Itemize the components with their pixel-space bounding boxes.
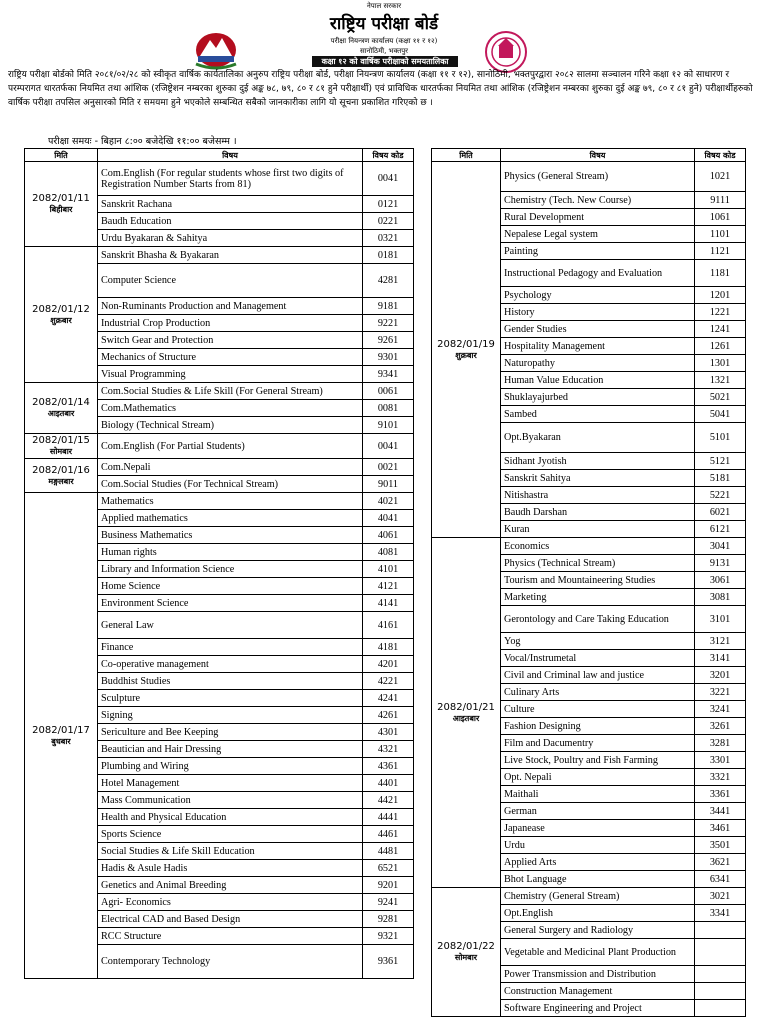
subject-cell: Switch Gear and Protection <box>98 332 363 349</box>
code-cell: 4021 <box>363 493 414 510</box>
code-cell: 5021 <box>695 389 746 406</box>
code-cell: 0321 <box>363 230 414 247</box>
code-cell: 1321 <box>695 372 746 389</box>
table-row <box>25 434 414 459</box>
subject-cell: Kuran <box>501 521 695 538</box>
code-cell: 9341 <box>363 366 414 383</box>
code-cell: 3341 <box>695 905 746 922</box>
subject-cell: Sidhant Jyotish <box>501 453 695 470</box>
date-cell <box>432 888 501 1017</box>
date-cell <box>432 538 501 888</box>
code-cell: 5221 <box>695 487 746 504</box>
schedule-table-left <box>24 148 414 979</box>
subject-cell: Signing <box>98 707 363 724</box>
subject-cell: Com.Social Studies & Life Skill (For General Stream) <box>98 383 363 400</box>
code-cell: 0081 <box>363 400 414 417</box>
code-cell: 3121 <box>695 633 746 650</box>
subject-cell: Culinary Arts <box>501 684 695 701</box>
table-row <box>25 459 414 476</box>
subject-cell: Sanskrit Sahitya <box>501 470 695 487</box>
schedule-title-badge: कक्षा १२ को वार्षिक परीक्षाको समयतालिका <box>312 56 458 67</box>
code-cell: 1021 <box>695 162 746 192</box>
subject-cell: Com.Nepali <box>98 459 363 476</box>
subject-cell: Naturopathy <box>501 355 695 372</box>
code-cell <box>695 1000 746 1017</box>
subject-cell: Com.Social Studies (For Technical Stream) <box>98 476 363 493</box>
exam-weekday: सोमबार <box>454 953 478 962</box>
code-cell: 9201 <box>363 877 414 894</box>
code-cell: 9131 <box>695 555 746 572</box>
code-cell: 0121 <box>363 196 414 213</box>
subject-cell: Sambed <box>501 406 695 423</box>
code-cell: 4121 <box>363 578 414 595</box>
subject-cell: Biology (Technical Stream) <box>98 417 363 434</box>
exam-date: 2082/01/16 <box>32 464 90 476</box>
subject-cell: Finance <box>98 639 363 656</box>
code-cell: 4181 <box>363 639 414 656</box>
code-cell: 0181 <box>363 247 414 264</box>
code-cell: 3061 <box>695 572 746 589</box>
subject-cell: Social Studies & Life Skill Education <box>98 843 363 860</box>
subject-cell: Plumbing and Wiring <box>98 758 363 775</box>
exam-date: 2082/01/19 <box>437 338 495 350</box>
code-cell: 4401 <box>363 775 414 792</box>
code-cell: 4161 <box>363 612 414 639</box>
code-cell: 9101 <box>363 417 414 434</box>
subject-cell: Urdu Byakaran & Sahitya <box>98 230 363 247</box>
subject-cell: Sanskrit Bhasha & Byakaran <box>98 247 363 264</box>
code-cell: 9011 <box>363 476 414 493</box>
code-cell: 0061 <box>363 383 414 400</box>
code-cell: 9301 <box>363 349 414 366</box>
table-row <box>432 538 746 555</box>
code-cell: 3021 <box>695 888 746 905</box>
subject-cell: Human rights <box>98 544 363 561</box>
code-cell: 0041 <box>363 162 414 196</box>
office-line-2: सानोठिमी, भक्तपुर <box>359 47 409 55</box>
subject-cell: Physics (General Stream) <box>501 162 695 192</box>
subject-cell: Human Value Education <box>501 372 695 389</box>
subject-cell: Film and Dacumentry <box>501 735 695 752</box>
code-cell: 9261 <box>363 332 414 349</box>
col-code-header: विषय कोड <box>695 149 746 162</box>
subject-cell: Baudh Education <box>98 213 363 230</box>
table-row <box>25 247 414 264</box>
exam-date: 2082/01/14 <box>32 397 90 408</box>
subject-cell: RCC Structure <box>98 928 363 945</box>
code-cell: 9361 <box>363 945 414 979</box>
code-cell: 9241 <box>363 894 414 911</box>
subject-cell: Fashion Designing <box>501 718 695 735</box>
subject-cell: Instructional Pedagogy and Evaluation <box>501 260 695 287</box>
subject-cell: Mass Communication <box>98 792 363 809</box>
code-cell: 9281 <box>363 911 414 928</box>
code-cell: 1241 <box>695 321 746 338</box>
code-cell: 4241 <box>363 690 414 707</box>
subject-cell: Buddhist Studies <box>98 673 363 690</box>
subject-cell: Painting <box>501 243 695 260</box>
exam-weekday: आइतबार <box>452 713 480 723</box>
exam-date: 2082/01/15 <box>32 435 90 446</box>
exam-weekday: आइतबार <box>47 409 75 418</box>
code-cell: 9221 <box>363 315 414 332</box>
code-cell: 1261 <box>695 338 746 355</box>
code-cell <box>695 922 746 939</box>
subject-cell: Culture <box>501 701 695 718</box>
exam-time: परीक्षा समयः - बिहान ८:०० बजेदेखि ११:०० बजेसम्म । <box>48 136 237 147</box>
code-cell: 6341 <box>695 871 746 888</box>
code-cell: 4101 <box>363 561 414 578</box>
table-row <box>432 888 746 905</box>
subject-cell: General Surgery and Radiology <box>501 922 695 939</box>
subject-cell: Sanskrit Rachana <box>98 196 363 213</box>
code-cell: 3321 <box>695 769 746 786</box>
code-cell: 1061 <box>695 209 746 226</box>
code-cell: 9321 <box>363 928 414 945</box>
subject-cell: Co-operative management <box>98 656 363 673</box>
code-cell: 3501 <box>695 837 746 854</box>
code-cell: 6121 <box>695 521 746 538</box>
code-cell: 4081 <box>363 544 414 561</box>
subject-cell: Health and Physical Education <box>98 809 363 826</box>
code-cell: 4361 <box>363 758 414 775</box>
exam-date: 2082/01/11 <box>32 193 90 204</box>
code-cell: 4261 <box>363 707 414 724</box>
subject-cell: Power Transmission and Distribution <box>501 966 695 983</box>
subject-cell: Sports Science <box>98 826 363 843</box>
table-row <box>25 383 414 400</box>
code-cell: 4041 <box>363 510 414 527</box>
code-cell: 4061 <box>363 527 414 544</box>
date-cell <box>25 383 98 434</box>
subject-cell: Gender Studies <box>501 321 695 338</box>
code-cell: 9181 <box>363 298 414 315</box>
subject-cell: Mechanics of Structure <box>98 349 363 366</box>
subject-cell: Shuklayajurbed <box>501 389 695 406</box>
code-cell: 3241 <box>695 701 746 718</box>
schedule-table-right <box>431 148 746 1017</box>
subject-cell: Japanease <box>501 820 695 837</box>
code-cell: 1181 <box>695 260 746 287</box>
code-cell: 0021 <box>363 459 414 476</box>
subject-cell: Nepalese Legal system <box>501 226 695 243</box>
subject-cell: History <box>501 304 695 321</box>
code-cell <box>695 939 746 966</box>
subject-cell: Chemistry (General Stream) <box>501 888 695 905</box>
subject-cell: Applied Arts <box>501 854 695 871</box>
subject-cell: Electrical CAD and Based Design <box>98 911 363 928</box>
exam-weekday: शुक्रबार <box>50 315 72 325</box>
code-cell: 3301 <box>695 752 746 769</box>
subject-cell: Mathematics <box>98 493 363 510</box>
code-cell: 3141 <box>695 650 746 667</box>
code-cell: 6021 <box>695 504 746 521</box>
code-cell <box>695 966 746 983</box>
table-row <box>25 162 414 196</box>
subject-cell: Opt.Byakaran <box>501 423 695 453</box>
code-cell: 9111 <box>695 192 746 209</box>
subject-cell: Beautician and Hair Dressing <box>98 741 363 758</box>
code-cell: 6521 <box>363 860 414 877</box>
date-cell <box>25 459 98 493</box>
code-cell: 1221 <box>695 304 746 321</box>
code-cell: 5041 <box>695 406 746 423</box>
subject-cell: Rural Development <box>501 209 695 226</box>
subject-cell: Tourism and Mountaineering Studies <box>501 572 695 589</box>
subject-cell: Hadis & Asule Hadis <box>98 860 363 877</box>
code-cell: 4481 <box>363 843 414 860</box>
code-cell: 4441 <box>363 809 414 826</box>
code-cell: 3041 <box>695 538 746 555</box>
subject-cell: Com.Mathematics <box>98 400 363 417</box>
code-cell: 4321 <box>363 741 414 758</box>
subject-cell: Marketing <box>501 589 695 606</box>
code-cell: 3281 <box>695 735 746 752</box>
date-cell <box>432 162 501 538</box>
subject-cell: Gerontology and Care Taking Education <box>501 606 695 633</box>
subject-cell: Physics (Technical Stream) <box>501 555 695 572</box>
code-cell: 4221 <box>363 673 414 690</box>
col-date-header: मिति <box>25 149 98 162</box>
code-cell: 5121 <box>695 453 746 470</box>
subject-cell: Home Science <box>98 578 363 595</box>
subject-cell: Urdu <box>501 837 695 854</box>
subject-cell: Software Engineering and Project <box>501 1000 695 1017</box>
code-cell: 0041 <box>363 434 414 459</box>
subject-cell: Business Mathematics <box>98 527 363 544</box>
col-code-header: विषय कोड <box>363 149 414 162</box>
board-title: राष्ट्रिय परीक्षा बोर्ड <box>329 14 439 34</box>
subject-cell: Bhot Language <box>501 871 695 888</box>
table-row <box>432 162 746 192</box>
code-cell: 1201 <box>695 287 746 304</box>
office-line-1: परीक्षा नियन्त्रण कार्यालय (कक्षा ११ र १२) <box>330 37 438 45</box>
subject-cell: Vegetable and Medicinal Plant Production <box>501 939 695 966</box>
subject-cell: Industrial Crop Production <box>98 315 363 332</box>
date-cell <box>25 493 98 979</box>
exam-date: 2082/01/12 <box>32 303 90 315</box>
code-cell: 3261 <box>695 718 746 735</box>
exam-weekday: शुक्रबार <box>455 350 477 360</box>
subject-cell: Baudh Darshan <box>501 504 695 521</box>
code-cell: 3621 <box>695 854 746 871</box>
subject-cell: Library and Information Science <box>98 561 363 578</box>
code-cell: 5181 <box>695 470 746 487</box>
subject-cell: Civil and Criminal law and justice <box>501 667 695 684</box>
subject-cell: Sericulture and Bee Keeping <box>98 724 363 741</box>
date-cell <box>25 247 98 383</box>
code-cell: 3081 <box>695 589 746 606</box>
col-subject-header: विषय <box>98 149 363 162</box>
code-cell: 1101 <box>695 226 746 243</box>
subject-cell: Opt.English <box>501 905 695 922</box>
subject-cell: Psychology <box>501 287 695 304</box>
date-cell <box>25 434 98 459</box>
subject-cell: Hospitality Management <box>501 338 695 355</box>
code-cell: 1121 <box>695 243 746 260</box>
col-date-header: मिति <box>432 149 501 162</box>
subject-cell: Visual Programming <box>98 366 363 383</box>
exam-weekday: बिहीबार <box>49 205 73 214</box>
exam-date: 2082/01/17 <box>32 724 90 736</box>
date-cell <box>25 162 98 247</box>
subject-cell: Com.English (For regular students whose first two digits of Registration Number Starts from 81) <box>98 162 363 196</box>
subject-cell: Hotel Management <box>98 775 363 792</box>
subject-cell: Sculpture <box>98 690 363 707</box>
subject-cell: Genetics and Animal Breeding <box>98 877 363 894</box>
notice-paragraph: राष्ट्रिय परीक्षा बोर्डको मिति २०८१/०२/२८ को स्वीकृत वार्षिक कार्यतालिका अनुरुप राष्ट्रिय परीक्षा बोर्ड, परीक्षा नियन्त्रण कार्यालय (कक्षा ११ र १२), सानोठिमी, भक्तपुरद्वारा २०८२ सालमा सञ्चालन गरिने कक्षा १२ को साधारण र परम्परागत धारतर्फका नियमित तथा आंशिक (रजिष्ट्रेशन नम्बरका शुरुका दुई अङ्क ७८, ७९, ८० र ८१ हुने परीक्षार्थी) एवं प्राविधिक धारतर्फका नियमित तथा आंशिक (रजिष्ट्रेशन नम्बरका शुरुका दुई अङ्क ७९, ८० र ८१ हुने) परीक्षार्थीहरुको वार्षिक परीक्षा तपसिल अनुसारको मिति र समयमा हुने भएकोले सम्बन्धित सबैको जानकारीका लागि यो सूचना प्रकाशित गरिएको छ । <box>8 70 753 108</box>
subject-cell: Environment Science <box>98 595 363 612</box>
exam-date: 2082/01/21 <box>437 701 495 713</box>
subject-cell: Opt. Nepali <box>501 769 695 786</box>
subject-cell: Non-Ruminants Production and Management <box>98 298 363 315</box>
subject-cell: Contemporary Technology <box>98 945 363 979</box>
code-cell <box>695 983 746 1000</box>
subject-cell: Vocal/Instrumetal <box>501 650 695 667</box>
subject-cell: Computer Science <box>98 264 363 298</box>
subject-cell: Chemistry (Tech. New Course) <box>501 192 695 209</box>
col-subject-header: विषय <box>501 149 695 162</box>
subject-cell: Applied mathematics <box>98 510 363 527</box>
exam-date: 2082/01/22 <box>437 941 495 952</box>
code-cell: 3101 <box>695 606 746 633</box>
government-label: नेपाल सरकार <box>366 2 402 10</box>
code-cell: 3461 <box>695 820 746 837</box>
subject-cell: Maithali <box>501 786 695 803</box>
code-cell: 4201 <box>363 656 414 673</box>
code-cell: 0221 <box>363 213 414 230</box>
exam-weekday: मङ्गलबार <box>48 476 74 486</box>
table-row <box>25 493 414 510</box>
subject-cell: Live Stock, Poultry and Fish Farming <box>501 752 695 769</box>
subject-cell: Com.English (For Partial Students) <box>98 434 363 459</box>
subject-cell: Agri- Economics <box>98 894 363 911</box>
subject-cell: Construction Management <box>501 983 695 1000</box>
code-cell: 3221 <box>695 684 746 701</box>
exam-weekday: सोमबार <box>49 447 73 456</box>
code-cell: 4141 <box>363 595 414 612</box>
code-cell: 4281 <box>363 264 414 298</box>
subject-cell: Yog <box>501 633 695 650</box>
code-cell: 3201 <box>695 667 746 684</box>
subject-cell: Economics <box>501 538 695 555</box>
code-cell: 3361 <box>695 786 746 803</box>
code-cell: 3441 <box>695 803 746 820</box>
code-cell: 1301 <box>695 355 746 372</box>
code-cell: 5101 <box>695 423 746 453</box>
code-cell: 4301 <box>363 724 414 741</box>
subject-cell: Nitishastra <box>501 487 695 504</box>
code-cell: 4421 <box>363 792 414 809</box>
code-cell: 4461 <box>363 826 414 843</box>
subject-cell: German <box>501 803 695 820</box>
subject-cell: General Law <box>98 612 363 639</box>
exam-weekday: बुधबार <box>51 736 71 746</box>
